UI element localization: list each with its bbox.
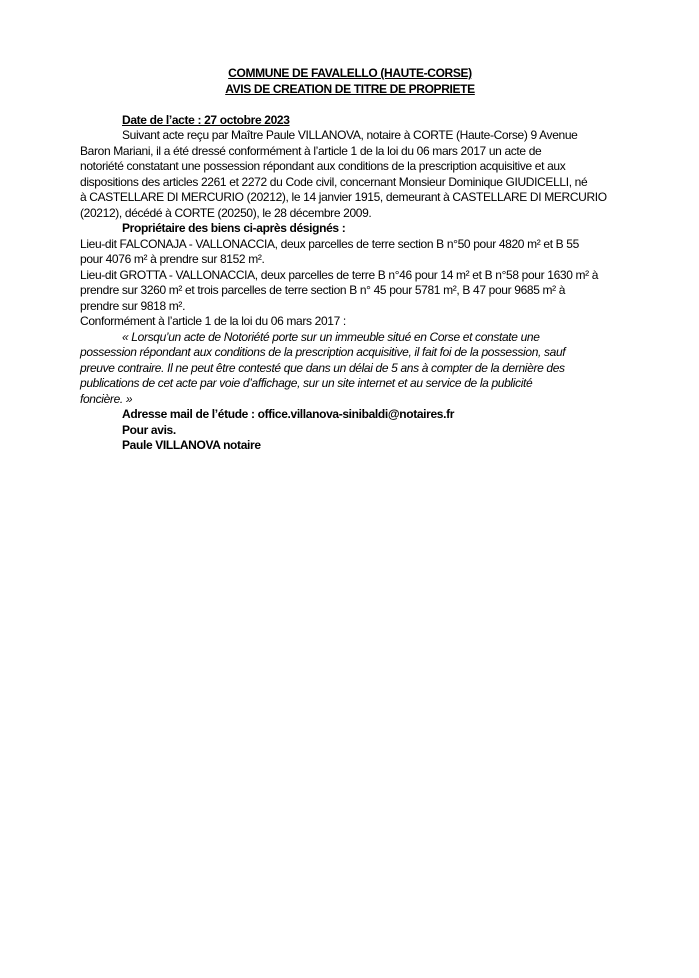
- parcel-falconaja-line: pour 4076 m² à prendre sur 8152 m².: [80, 252, 265, 266]
- document-title-line: AVIS DE CREATION DE TITRE DE PROPRIETE: [225, 81, 475, 96]
- blank-line-line: [80, 97, 620, 113]
- law-quote: [80, 330, 620, 408]
- intro-paragraph-line: Baron Mariani, il a été dressé conformément à l’article 1 de la loi du 06 mars 2017 un acte de: [80, 143, 542, 158]
- pour-avis-line: Pour avis.: [122, 422, 176, 437]
- intro-paragraph-line: à CASTELLARE DI MERCURIO (20212), le 14 janvier 1915, demeurant à CASTELLARE DI MERCURIO: [80, 190, 607, 204]
- parcel-falconaja-line: Lieu-dit FALCONAJA - VALLONACCIA, deux parcelles de terre section B n°50 pour 4820 m² et B 55: [80, 236, 579, 251]
- owner-heading: [80, 221, 620, 237]
- law-quote-line: « Lorsqu’un acte de Notoriété porte sur un immeuble situé en Corse et constate une: [122, 329, 540, 344]
- document-title: [80, 66, 620, 97]
- date-line-line: Date de l’acte : 27 octobre 2023: [122, 112, 290, 127]
- document-title-line: COMMUNE DE FAVALELLO (HAUTE-CORSE): [228, 66, 472, 80]
- law-reference-line: Conformément à l’article 1 de la loi du 06 mars 2017 :: [80, 314, 346, 328]
- notary-signature: [80, 438, 620, 454]
- study-email: [80, 407, 620, 423]
- notary-signature-line: Paule VILLANOVA notaire: [122, 438, 261, 452]
- parcel-grotta: [80, 268, 620, 315]
- parcel-falconaja: [80, 237, 620, 268]
- law-quote-line: possession répondant aux conditions de la prescription acquisitive, il fait foi de la possession, sauf: [80, 345, 566, 359]
- intro-paragraph-line: Suivant acte reçu par Maître Paule VILLANOVA, notaire à CORTE (Haute-Corse) 9 Avenue: [122, 128, 578, 142]
- intro-paragraph-line: dispositions des articles 2261 et 2272 du Code civil, concernant Monsieur Dominique GIUDICELLI, né: [80, 174, 588, 189]
- blank-line: [80, 97, 620, 113]
- study-email-line: Adresse mail de l’étude : office.villanova-sinibaldi@notaires.fr: [122, 407, 455, 421]
- pour-avis: [80, 423, 620, 439]
- intro-paragraph-line: (20212), décédé à CORTE (20250), le 28 décembre 2009.: [80, 205, 372, 220]
- intro-paragraph: [80, 128, 620, 221]
- law-quote-line: publications de cet acte par voie d’affichage, sur un site internet et au service de la publicité: [80, 376, 533, 390]
- owner-heading-line: Propriétaire des biens ci-après désignés :: [122, 221, 346, 235]
- law-quote-line: foncière. »: [80, 391, 133, 406]
- parcel-grotta-line: prendre sur 9818 m².: [80, 298, 186, 313]
- law-quote-line: preuve contraire. Il ne peut être contesté que dans un délai de 5 ans à compter de la dernière des: [80, 360, 565, 375]
- intro-paragraph-line: notoriété constatant une possession répondant aux conditions de la prescription acquisitive et aux: [80, 159, 566, 173]
- document-content: [80, 66, 620, 454]
- law-reference: [80, 314, 620, 330]
- parcel-grotta-line: prendre sur 3260 m² et trois parcelles de terre section B n° 45 pour 5781 m², B 47 pour 9685 m² à: [80, 283, 566, 297]
- date-line: [80, 113, 620, 129]
- parcel-grotta-line: Lieu-dit GROTTA - VALLONACCIA, deux parcelles de terre B n°46 pour 14 m² et B n°58 pour 1630 m² à: [80, 267, 599, 282]
